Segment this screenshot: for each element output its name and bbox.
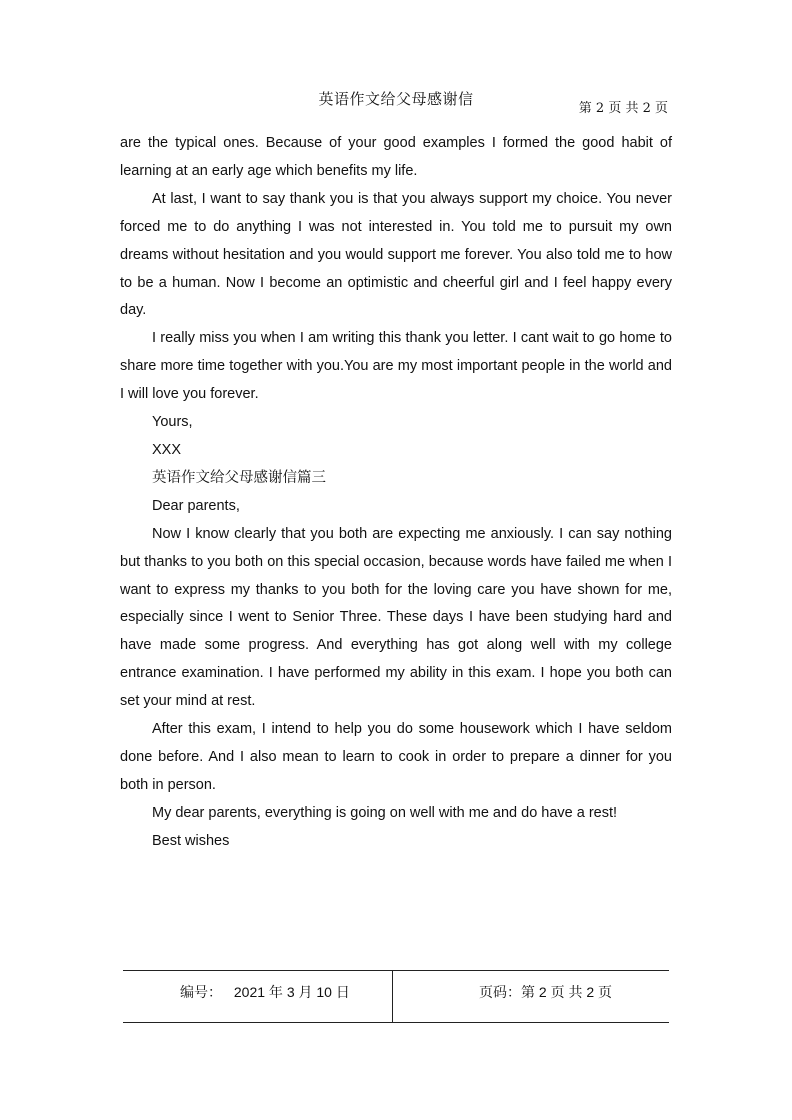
page-counter: 第 2 页 共 2 页 xyxy=(578,101,668,116)
closing-line: Best wishes xyxy=(152,832,230,849)
salutation: Dear parents, xyxy=(152,497,240,514)
paragraph: I really miss you when I am writing this thank you letter. I cant wait to go home to share more time together with you.You are my most important people in the world and I will love you forever. xyxy=(120,330,672,403)
paragraph: are the typical ones. Because of your good examples I formed the good habit of learning at an early age which benefits my life. xyxy=(120,135,672,179)
footer-divider xyxy=(392,970,393,1023)
signature-line: XXX xyxy=(152,441,182,458)
paragraph: My dear parents, everything is going on well with me and do have a rest! xyxy=(152,804,618,821)
footer-page-code: 页码：第 2 页 共 2 页 xyxy=(479,984,613,1000)
number-label: 编号： xyxy=(180,985,222,1001)
section-heading: 英语作文给父母感谢信篇三 xyxy=(152,469,326,486)
footer-date: 2021 年 3 月 10 日 xyxy=(233,984,350,1000)
footer-top-rule xyxy=(123,970,669,971)
paragraph: After this exam, I intend to help you do some housework which I have seldom done before. And I also mean to learn to cook in order to prepare a dinner for you both in person. xyxy=(120,721,672,793)
document-title: 英语作文给父母感谢信 xyxy=(318,90,474,108)
paragraph: Now I know clearly that you both are expecting me anxiously. I can say nothing but thanks to you both on this special occasion, because words have failed me when I want to express my thanks to you both for the loving care you have shown for me, especially since I went to Senior Three. These days I have been studying hard and have made some progress. And everything has got along well with my college entrance examination. I have performed my ability in this exam. I hope you both can set your mind at rest. xyxy=(120,525,672,710)
paragraph: At last, I want to say thank you is that you always support my choice. You never forced me to do anything I was not interested in. You told me to pursuit my own dreams without hesitation and you would support me forever. You also told me to how to be a human. Now I become an optimistic and cheerful girl and I feel happy every day. xyxy=(120,190,672,319)
closing-line: Yours, xyxy=(152,414,193,431)
footer-number xyxy=(180,982,350,1002)
document-body xyxy=(120,130,672,856)
footer-bottom-rule xyxy=(123,1022,669,1023)
